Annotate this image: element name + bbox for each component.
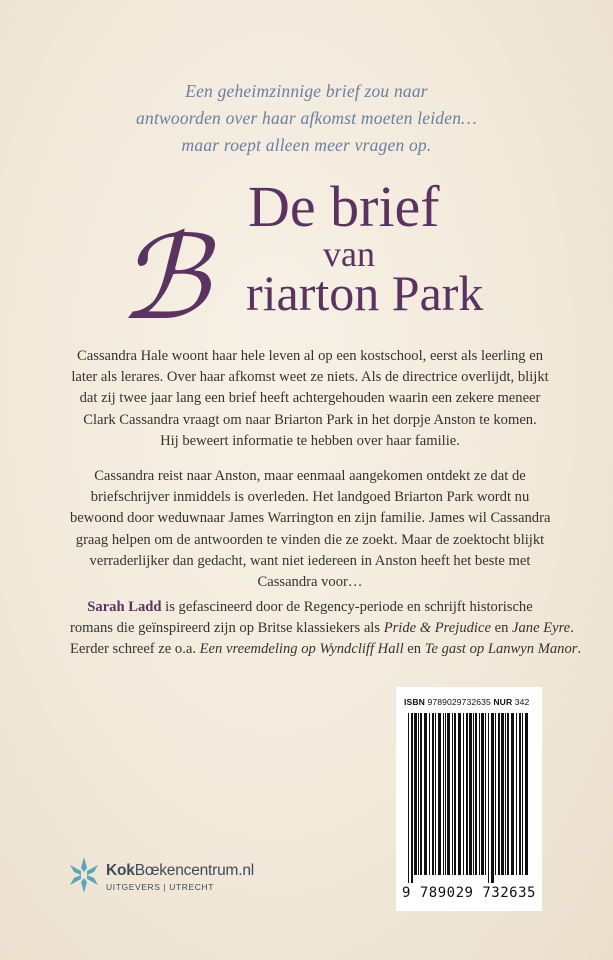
- barcode-bar: [443, 713, 444, 875]
- blurb-line: Cassandra voor…: [257, 574, 363, 591]
- barcode-bar: [475, 713, 477, 875]
- barcode-bar: [466, 713, 468, 875]
- isbn-row: ISBN 9789029732635 NUR 342: [404, 697, 530, 707]
- barcode-digits: 9 789029 732635: [402, 885, 536, 901]
- title-line-3: riarton Park: [246, 265, 484, 321]
- blurb-paragraph-1: [70, 346, 550, 452]
- barcode-bar: [485, 713, 486, 875]
- barcode-bar: [495, 713, 496, 875]
- barcode-bar: [454, 713, 456, 875]
- barcode-bar: [511, 713, 514, 875]
- barcode-bar: [491, 713, 494, 883]
- blurb-paragraph-2: [70, 466, 550, 593]
- barcode-bar: [522, 713, 523, 875]
- barcode-bar: [473, 713, 474, 875]
- book-title: [0, 0, 613, 344]
- barcode-bar: [498, 713, 500, 875]
- barcode-bar: [452, 713, 453, 875]
- barcode-bar: [429, 713, 430, 875]
- barcode-bar: [435, 713, 436, 875]
- barcode-bar: [505, 713, 506, 875]
- bio-line-2: romans die geïnspireerd zijn op Britse klassiekers als Pride & Prejudice en Jane Eyre.: [70, 620, 574, 637]
- blurb-line: Cassandra reist naar Anston, maar eenmaal aangekomen ontdekt ze dat de: [94, 468, 526, 484]
- barcode-bar: [469, 713, 472, 875]
- title-line-1: De brief: [248, 174, 440, 239]
- book-title-ref: Een vreemdeling op Wyndcliff Hall: [199, 641, 404, 658]
- book-title-ref: Te gast op Lanwyn Manor: [424, 641, 578, 658]
- barcode-bar: [447, 713, 450, 875]
- blurb-line: briefschrijver inmiddels is overleden. Het landgoed Briarton Park wordt nu: [90, 489, 530, 506]
- barcode-bar: [507, 713, 509, 875]
- barcode-bar: [424, 713, 427, 875]
- blurb-line: bewoond door weduwnaar James Warrington en zijn familie. James wil Cassandra: [70, 510, 551, 527]
- tagline-line-1: Een geheimzinnige brief zou naar: [185, 81, 428, 101]
- isbn-number: 9789029732635: [427, 697, 491, 707]
- publisher-logo: [68, 855, 288, 905]
- barcode-bar: [501, 713, 504, 875]
- barcode-bar: [488, 713, 489, 883]
- publisher-star-icon: [68, 855, 100, 895]
- barcode-bar: [481, 713, 484, 875]
- author-name: Sarah Ladd: [87, 599, 162, 615]
- title-line-2: van: [323, 234, 375, 274]
- blurb-line: Cassandra Hale woont haar hele leven al op een kostschool, eerst als leerling en: [76, 348, 544, 364]
- barcode-bar: [479, 713, 480, 875]
- blurb-line: dat zij twee jaar lang een brief heeft achtergehouden waarin een zekere meneer: [79, 390, 541, 407]
- blurb-line: later als lerares. Over haar afkomst weet ze niets. Als de directrice overlijdt, blijkt: [71, 369, 549, 386]
- barcode-bar: [445, 713, 446, 875]
- barcode-bar: [525, 713, 528, 875]
- blurb-line: Clark Cassandra vraagt om naar Briarton Park in het dorpje Anston te komen.: [83, 411, 537, 428]
- publisher-name: KokBœkencentrum.nl: [106, 862, 255, 879]
- barcode-bar: [519, 713, 521, 875]
- barcode-bar: [463, 713, 464, 875]
- author-bio: [70, 597, 582, 661]
- barcode-bar: [432, 713, 434, 875]
- blurb-line: verraderlijker dan gedacht, want niet iedereen in Anston heeft het beste met: [89, 552, 531, 569]
- barcode-bar: [516, 713, 517, 875]
- publisher-subtitle: UITGEVERS | UTRECHT: [106, 882, 215, 892]
- blurb-line: Hij beweert informatie te hebben over haar familie.: [160, 432, 460, 449]
- book-title-ref: Jane Eyre: [512, 620, 571, 637]
- barcode-bar: [411, 713, 413, 883]
- barcode-bar: [408, 713, 409, 883]
- barcode-bar: [414, 713, 417, 875]
- title-initial: ℬ: [118, 216, 204, 344]
- barcode-bar: [458, 713, 461, 875]
- bio-line-1: Sarah Ladd is gefascineerd door de Regency-periode en schrijft historische: [87, 599, 533, 615]
- blurb-line: graag helpen om de antwoorden te vinden die ze zoekt. Maar de zoektocht blijkt: [75, 531, 545, 548]
- book-title-ref: Pride & Prejudice: [383, 620, 491, 637]
- nur-number: 342: [514, 697, 530, 707]
- barcode-bars: [404, 713, 534, 885]
- tagline-line-2: antwoorden over haar afkomst moeten leiden…: [136, 108, 477, 128]
- barcode-bar: [438, 713, 441, 875]
- barcode-bar: [420, 713, 422, 875]
- barcode-bar: [418, 713, 419, 875]
- bio-line-3: Eerder schreef ze o.a. Een vreemdeling op Wyndcliff Hall en Te gast op Lanwyn Manor.: [70, 641, 582, 658]
- tagline-line-3: maar roept alleen meer vragen op.: [181, 135, 432, 155]
- isbn-barcode: [396, 687, 542, 911]
